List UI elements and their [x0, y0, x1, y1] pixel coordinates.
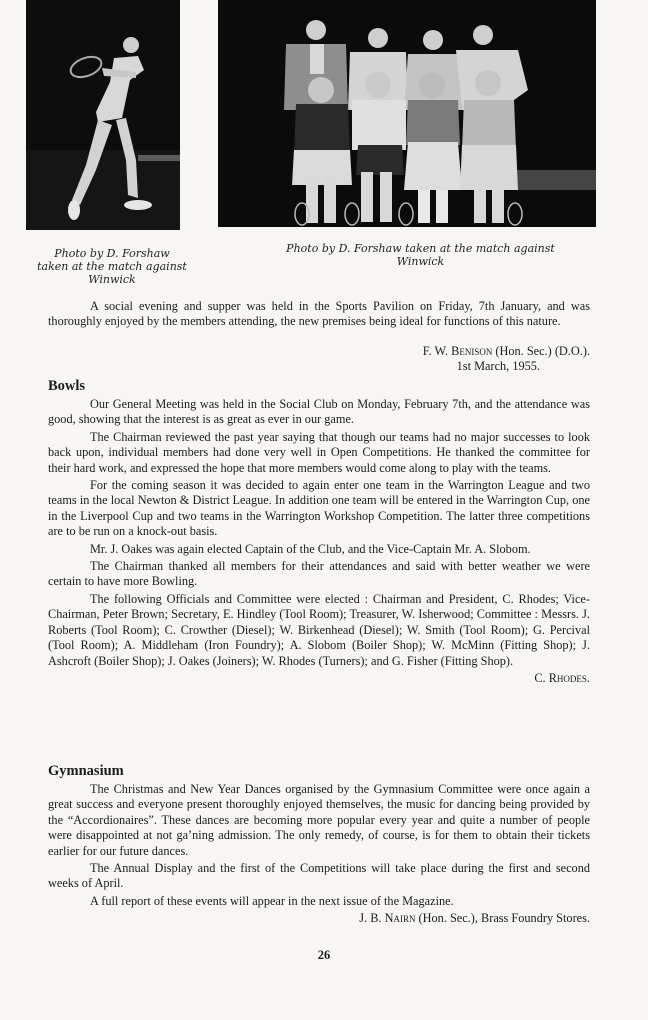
section-heading-gymnasium: Gymnasium	[48, 763, 124, 779]
photo-tennis-player	[26, 0, 180, 230]
tennis-player-image	[26, 0, 180, 230]
bowls-paragraph: The following Officials and Committee were elected : Chairman and President, C. Rhodes; Vice-Chairman, Peter Brown; Secretary, E. Hindley (Tool Room); Treasurer, W. Isherwood; Committee : Messrs. J. Roberts (Tool Room); C. Crowther (Diesel); W. Birkenhead (Diesel); W. Smith (Tool Room); G. Percival (Tool Room); A. Middleham (Iron Foundry); A. Slobom (Boiler Shop); W. McMinn (Fitting Shop); J. Ashcroft (Boiler Shop); J. Oakes (Joiners); W. Rhodes (Turners); and G. Fisher (Fitting Shop).	[48, 591, 590, 668]
section-heading-bowls: Bowls	[48, 378, 86, 394]
bowls-paragraph: For the coming season it was decided to again enter one team in the Warrington League and two teams in the local Newton & District League. In addition one team will be entered in the Warrington Cup, one in the Liverpool Cup and two teams in the Warrington Workshop Competition. The latter three competitions are to be run on a knock-out basis.	[48, 478, 590, 539]
signature-name: J. B. Nairn	[359, 911, 416, 926]
gymnasium-paragraph: A full report of these events will appear in the next issue of the Magazine.	[90, 893, 454, 908]
gymnasium-paragraph: The Christmas and New Year Dances organised by the Gymnasium Committee were once again a great success and everyone present thoroughly enjoyed themselves, the music for dancing being provided by the “Accordionaires”. These dances are becoming more popular every year and quite a number of people were disappointed at not ga’ning admission. The only remedy, of course, is for them to obtain their tickets earlier for our future dances.	[48, 782, 590, 858]
gymnasium-paragraph: The Annual Display and the first of the Competitions will take place during the first and second weeks of April.	[48, 861, 590, 891]
caption-line: Photo by D. Forshaw taken at the match against	[286, 242, 555, 255]
bowls-paragraph: Our General Meeting was held in the Social Club on Monday, February 7th, and the attendance was good, showing that the interest is as great as ever in our game.	[48, 397, 590, 427]
caption-right-photo	[248, 242, 593, 268]
caption-line: taken at the match against	[37, 260, 187, 273]
signature-role: (Hon. Sec.) (D.O.).	[492, 344, 590, 358]
bowls-section	[48, 377, 590, 686]
social-signature	[423, 344, 590, 359]
caption-left-photo	[22, 247, 202, 286]
signature-name: C. Rhodes.	[534, 670, 590, 685]
photo-team-group	[218, 0, 596, 227]
gymnasium-signature	[48, 911, 590, 926]
signature-role: (Hon. Sec.), Brass Foundry Stores.	[415, 911, 590, 926]
team-group-image	[218, 0, 596, 227]
gymnasium-section	[48, 762, 590, 927]
caption-line: Photo by D. Forshaw	[54, 247, 170, 260]
caption-line: Winwick	[88, 273, 136, 286]
social-date: 1st March, 1955.	[456, 359, 540, 373]
bowls-paragraph: The Chairman thanked all members for their attendances and said with better weather we were certain to have more Bowling.	[48, 559, 590, 589]
bowls-paragraph: Mr. J. Oakes was again elected Captain of the Club, and the Vice-Captain Mr. A. Slobom.	[90, 541, 531, 556]
bowls-signature	[48, 671, 590, 686]
social-evening-section	[48, 299, 590, 332]
bowls-paragraph: The Chairman reviewed the past year saying that though our teams had no major successes to look back upon, individual members had done very well in Open Competitions. He thanked the committee for their hard work, and expressed the hope that more members would come along to play with the teams.	[48, 429, 590, 475]
page-number: 26	[317, 948, 331, 962]
caption-line: Winwick	[396, 255, 445, 268]
social-paragraph: A social evening and supper was held in the Sports Pavilion on Friday, 7th January, and was thoroughly enjoyed by the members attending, the new premises being ideal for functions of this nature.	[48, 299, 590, 329]
signature-name: F. W. Benison	[422, 344, 493, 358]
